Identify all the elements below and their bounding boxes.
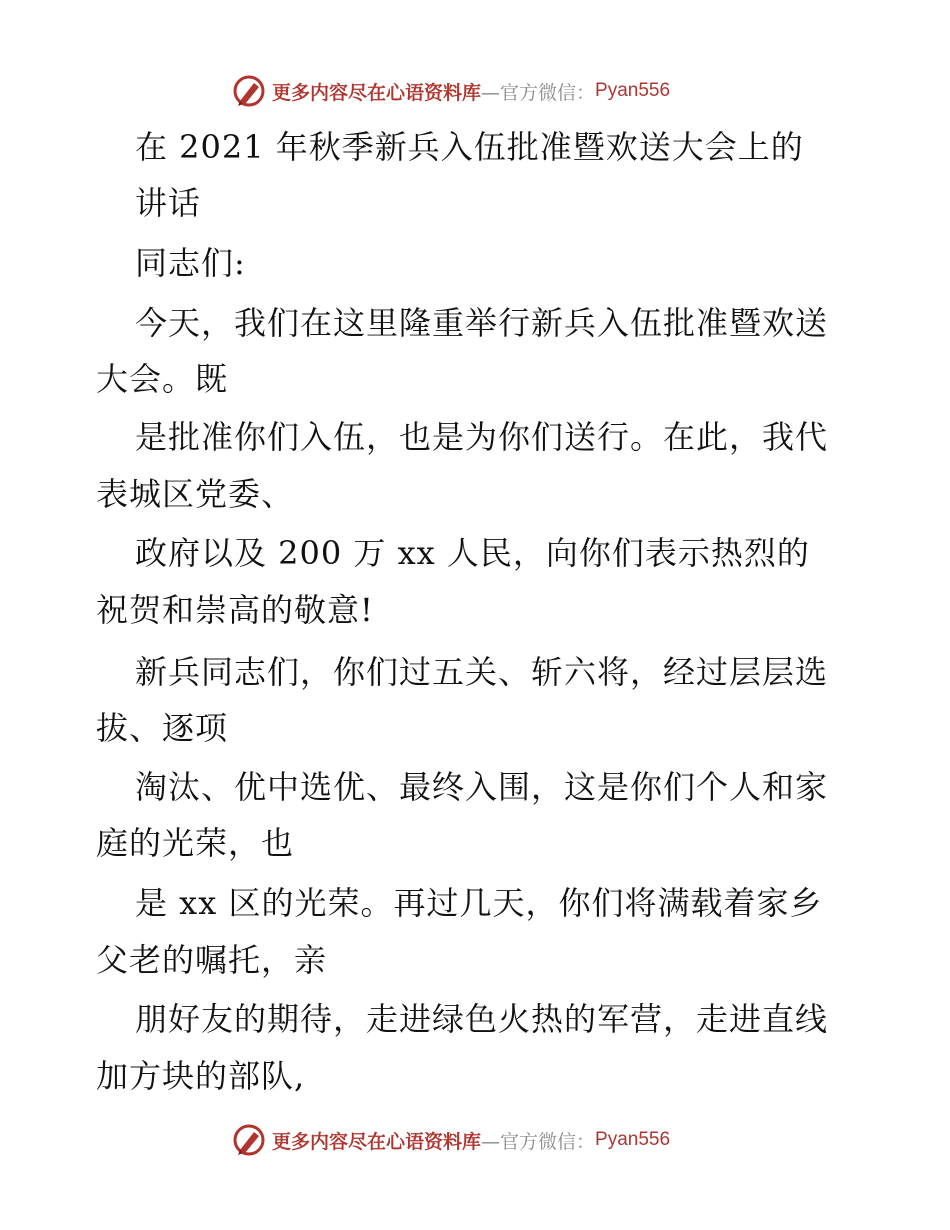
footer-banner (232, 1120, 670, 1160)
document-title-line-2: 讲话 (135, 184, 202, 222)
pen-circle-logo-icon (232, 74, 266, 108)
paragraph-line: 庭的光荣，也 (96, 824, 295, 862)
banner-wechat-id: Pyan556 (595, 1129, 671, 1150)
paragraph-line: 加方块的部队, (96, 1057, 306, 1095)
banner-site-text: 更多内容尽在心语资料库 (272, 1130, 482, 1153)
header-banner (232, 71, 670, 111)
banner-site-text: 更多内容尽在心语资料库 (272, 81, 482, 104)
paragraph-line: 政府以及 200 万 xx 人民，向你们表示热烈的 (135, 534, 810, 572)
paragraph-line: 大会。既 (96, 360, 229, 398)
paragraph-line: 淘汰、优中选优、最终入围，这是你们个人和家 (135, 768, 829, 806)
banner-official-text: —官方微信： (481, 1130, 596, 1153)
paragraph-line: 新兵同志们，你们过五关、斩六将，经过层层选 (135, 653, 829, 691)
paragraph-line: 是批准你们入伍，也是为你们送行。在此，我代 (135, 418, 829, 456)
banner-wechat-id: Pyan556 (595, 80, 671, 101)
paragraph-line: 表城区党委、 (96, 475, 295, 513)
paragraph-line: 是 xx 区的光荣。再过几天，你们将满载着家乡 (135, 884, 823, 922)
paragraph-line: 今天，我们在这里隆重举行新兵入伍批准暨欢送 (135, 304, 829, 342)
banner-official-text: —官方微信： (481, 81, 596, 104)
paragraph-line: 拔、逐项 (96, 709, 229, 747)
pen-circle-logo-icon (232, 1123, 266, 1157)
document-title-line-1: 在 2021 年秋季新兵入伍批准暨欢送大会上的 (135, 128, 804, 166)
paragraph-line: 朋好友的期待，走进绿色火热的军营，走进直线 (135, 1000, 829, 1038)
paragraph-line: 父老的嘱托，亲 (96, 941, 328, 979)
salutation: 同志们: (135, 244, 246, 282)
paragraph-line: 祝贺和崇高的敬意! (96, 591, 374, 629)
